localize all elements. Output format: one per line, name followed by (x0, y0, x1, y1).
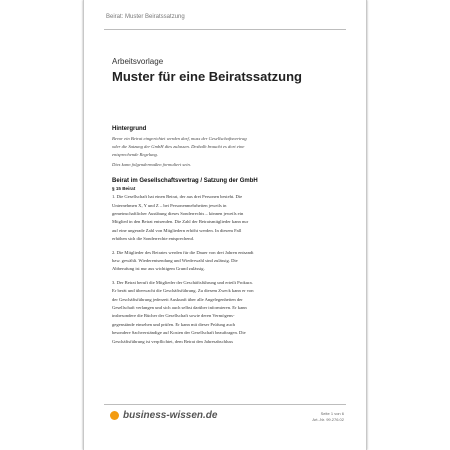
paragraph-line: gemeinschaftlicher Ausübung dieses Sonderrechts – können jeweils ein (112, 211, 244, 216)
paragraph-line: Unternehmen X, Y und Z – bei Personenmehrheiten jeweils in (112, 202, 227, 208)
document-page (83, 0, 367, 450)
background-line: Bevor ein Beirat eingerichtet werden darf, muss der Gesellschaftsvertrag (112, 136, 247, 141)
article-number: Art.-Nr. 99.276.02 (312, 417, 344, 422)
paragraph-line: 3. Der Beirat beruft die Mitglieder der Geschäftsführung und erteilt Prokura. (112, 279, 253, 285)
paragraph-line: 2. Die Mitglieder des Beirates werden für die Dauer von drei Jahren entsandt (112, 249, 254, 255)
background-line: oder die Satzung der GmbH dies zulassen. Deshalb braucht es dort eine (112, 143, 245, 149)
page-number: Seite 1 von 6 (320, 411, 344, 416)
paragraph-label: § 15 Beirat (112, 186, 136, 192)
paragraph-line: erhöhen sich die Sonderrechte entsprechend. (112, 236, 195, 242)
paragraph-2 (112, 249, 344, 274)
paragraph-line: 1. Die Gesellschaft hat einen Beirat, der aus drei Personen besteht. Die (112, 194, 243, 200)
paragraph-line: besondere Sachverständige auf Kosten der Gesellschaft beauftragen. Die (112, 330, 246, 336)
paragraph-line: Abberufung ist nur aus wichtigem Grund zulässig. (112, 266, 205, 272)
paragraph-line: Geschäftsführung ist verpflichtet, dem Beirat den Jahresabschluss (112, 338, 234, 344)
background-heading: Hintergrund (112, 126, 147, 132)
paragraph-line: Mitglied in den Beirat entsenden. Die Zahl der Beiratsmitglieder kann nur (112, 219, 249, 225)
paragraph-1 (112, 193, 344, 243)
paragraph-line: Er berät und überwacht die Geschäftsführung. Zu diesem Zweck kann er von (112, 288, 254, 294)
header-divider (104, 29, 346, 30)
document-title: Muster für eine Beiratssatzung (112, 69, 302, 84)
footer-meta (312, 411, 344, 423)
document-type-label: Arbeitsvorlage (112, 57, 164, 66)
section-heading: Beirat im Gesellschaftsvertrag / Satzung der GmbH (112, 178, 258, 185)
paragraph-line: insbesondere die Bücher der Gesellschaft sowie deren Vermögens- (112, 313, 235, 319)
background-note: Dies kann folgendermaßen formuliert sein. (112, 162, 191, 168)
document-body (112, 126, 344, 346)
page-header: Beirat: Muster Beiratssatzung (106, 14, 185, 20)
background-line: entsprechende Regelung. (112, 151, 159, 157)
logo-dot-icon (110, 411, 119, 420)
paragraph-3 (112, 279, 344, 346)
brand-logo (110, 410, 217, 421)
paragraph-line: bzw. gewählt. Wiederentsendung und Wiederwahl sind zulässig. Die (112, 258, 238, 264)
paragraph-line: auf eine ungerade Zahl von Mitgliedern erhöht werden. In diesem Fall (112, 227, 242, 233)
logo-text: business-wissen.de (123, 410, 218, 421)
footer-divider (104, 404, 346, 405)
paragraph-line: Gesellschaft verlangen und sich auch selbst darüber informieren. Er kann (112, 305, 247, 311)
paragraph-line: der Geschäftsführung jederzeit Auskunft über alle Angelegenheiten der (112, 296, 243, 302)
paragraph-line: gegenstände einsehen und prüfen. Er kann mit dieser Prüfung auch (112, 321, 235, 327)
